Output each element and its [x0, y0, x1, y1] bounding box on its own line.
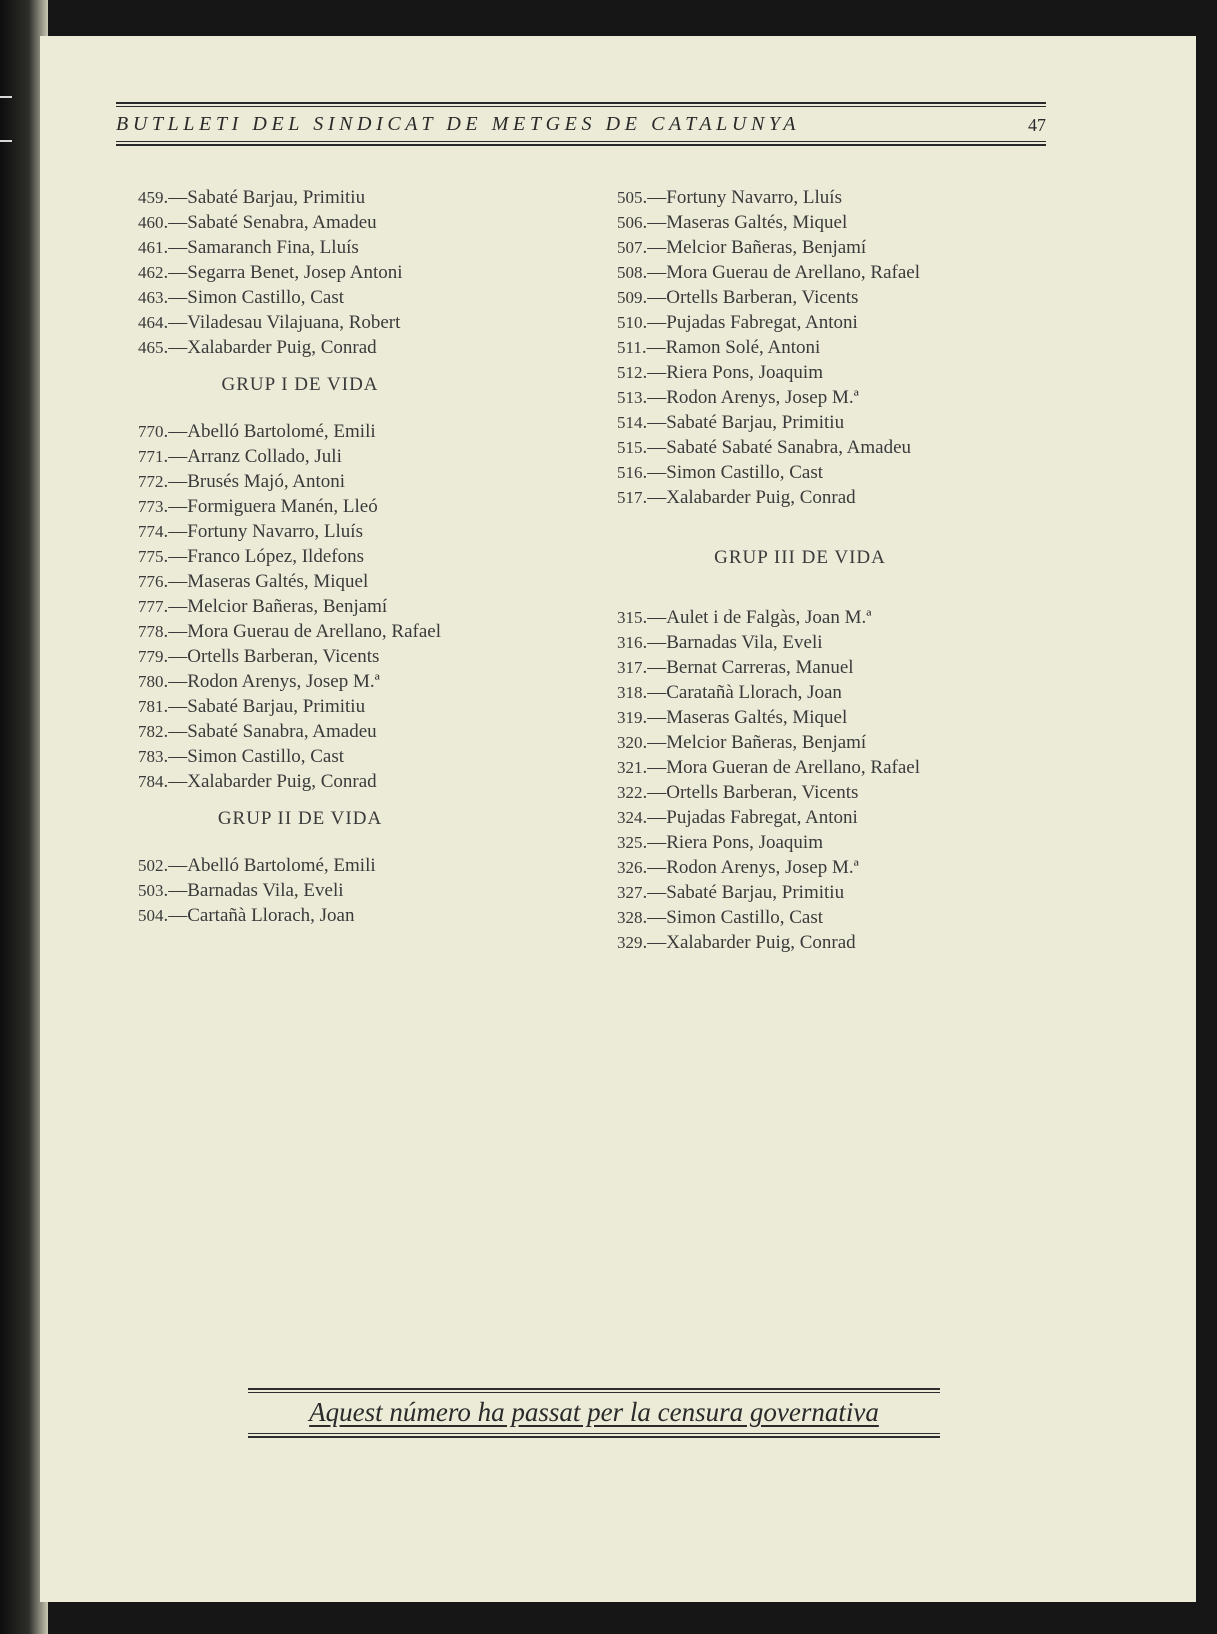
entry-name: Mora Guerau de Arellano, Rafael	[666, 262, 921, 283]
entry-name: Cartañà Llorach, Joan	[187, 905, 355, 926]
list-entry: 325.—Riera Pons, Joaquim	[617, 832, 823, 853]
entry-name: Rodon Arenys, Josep M.ª	[666, 387, 859, 408]
entry-name: Fortuny Navarro, Lluís	[187, 521, 363, 542]
entry-number: 318	[617, 683, 643, 702]
entry-number: 779	[138, 647, 164, 666]
list-entry: 513.—Rodon Arenys, Josep M.ª	[617, 387, 859, 408]
entry-name: Simon Castillo, Cast	[666, 907, 824, 928]
entry-name: Caratañà Llorach, Joan	[666, 682, 842, 703]
entry-number: 511	[617, 338, 642, 357]
entry-name: Franco López, Ildefons	[187, 546, 364, 567]
entry-name: Arranz Collado, Juli	[187, 446, 342, 467]
list-entry: 515.—Sabaté Sabaté Sanabra, Amadeu	[617, 437, 912, 458]
entry-number: 460	[138, 213, 164, 232]
running-header	[116, 102, 1046, 146]
entry-number: 516	[617, 463, 643, 482]
list-entry: 465.—Xalabarder Puig, Conrad	[138, 337, 377, 358]
header-row	[116, 107, 1046, 139]
entry-number: 324	[617, 808, 643, 827]
entry-name: Sabaté Barjau, Primitiu	[666, 412, 845, 433]
entry-name: Melcior Bañeras, Benjamí	[666, 237, 867, 258]
list-entry: 516.—Simon Castillo, Cast	[617, 462, 824, 483]
entry-number: 517	[617, 488, 643, 507]
spine-mark	[0, 96, 12, 98]
entry-number: 775	[138, 547, 164, 566]
header-rule-top	[116, 102, 1046, 104]
right-column	[617, 185, 1037, 955]
censorship-note: Aquest número ha passat per la censura governativa	[309, 1397, 879, 1427]
entry-name: Fortuny Navarro, Lluís	[666, 187, 842, 208]
list-entry: 772.—Brusés Majó, Antoni	[138, 471, 346, 492]
list-entry: 463.—Simon Castillo, Cast	[138, 287, 345, 308]
entry-name: Brusés Majó, Antoni	[187, 471, 346, 492]
entry-name: Melcior Bañeras, Benjamí	[666, 732, 867, 753]
entry-number: 463	[138, 288, 164, 307]
entry-number: 776	[138, 572, 164, 591]
entry-number: 465	[138, 338, 164, 357]
list-entry: 318.—Caratañà Llorach, Joan	[617, 682, 842, 703]
list-entry: 510.—Pujadas Fabregat, Antoni	[617, 312, 858, 333]
entry-number: 327	[617, 883, 643, 902]
entry-name: Bernat Carreras, Manuel	[666, 657, 854, 678]
list-entry: 783.—Simon Castillo, Cast	[138, 746, 345, 767]
list-entry: 774.—Fortuny Navarro, Lluís	[138, 521, 363, 542]
entry-list-grup-i	[138, 419, 538, 794]
list-entry: 777.—Melcior Bañeras, Benjamí	[138, 596, 388, 617]
entry-number: 459	[138, 188, 164, 207]
list-entry: 322.—Ortells Barberan, Vicents	[617, 782, 859, 803]
list-entry: 460.—Sabaté Senabra, Amadeu	[138, 212, 377, 233]
list-entry: 329.—Xalabarder Puig, Conrad	[617, 932, 856, 953]
list-entry: 782.—Sabaté Sanabra, Amadeu	[138, 721, 377, 742]
entry-name: Rodon Arenys, Josep M.ª	[187, 671, 380, 692]
list-entry: 773.—Formiguera Manén, Lleó	[138, 496, 378, 517]
list-entry: 781.—Sabaté Barjau, Primitiu	[138, 696, 366, 717]
list-entry: 327.—Sabaté Barjau, Primitiu	[617, 882, 845, 903]
entry-number: 508	[617, 263, 643, 282]
entry-name: Mora Gueran de Arellano, Rafael	[666, 757, 921, 778]
list-entry: 317.—Bernat Carreras, Manuel	[617, 657, 854, 678]
list-entry: 771.—Arranz Collado, Juli	[138, 446, 342, 467]
entry-name: Xalabarder Puig, Conrad	[666, 487, 856, 508]
list-entry: 462.—Segarra Benet, Josep Antoni	[138, 262, 403, 283]
entry-name: Viladesau Vilajuana, Robert	[187, 312, 401, 333]
page-number: 47	[1028, 115, 1046, 135]
list-entry: 511.—Ramon Solé, Antoni	[617, 337, 821, 358]
entry-number: 504	[138, 906, 164, 925]
entry-number: 512	[617, 363, 643, 382]
entry-number: 503	[138, 881, 164, 900]
entry-number: 783	[138, 747, 164, 766]
group-title-grup-i: GRUP I DE VIDA	[221, 374, 379, 395]
entry-name: Sabaté Barjau, Primitiu	[187, 187, 366, 208]
footer-rule-bottom-thin	[248, 1433, 940, 1434]
entry-number: 770	[138, 422, 164, 441]
entry-name: Sabaté Sabaté Sanabra, Amadeu	[666, 437, 912, 458]
entry-number: 461	[138, 238, 164, 257]
entry-number: 322	[617, 783, 643, 802]
entry-name: Ortells Barberan, Vicents	[666, 287, 859, 308]
entry-name: Sabaté Sanabra, Amadeu	[187, 721, 377, 742]
list-entry: 778.—Mora Guerau de Arellano, Rafael	[138, 621, 442, 642]
footer-rule-top	[248, 1388, 940, 1390]
entry-name: Sabaté Barjau, Primitiu	[187, 696, 366, 717]
entry-name: Maseras Galtés, Miquel	[666, 707, 848, 728]
entry-name: Simon Castillo, Cast	[666, 462, 824, 483]
header-rule-bottom	[116, 144, 1046, 146]
list-entry: 776.—Maseras Galtés, Miquel	[138, 571, 369, 592]
entry-number: 774	[138, 522, 164, 541]
list-entry: 316.—Barnadas Vila, Eveli	[617, 632, 823, 653]
entry-number: 502	[138, 856, 164, 875]
entry-list-pre	[138, 185, 538, 360]
entry-name: Formiguera Manén, Lleó	[187, 496, 378, 517]
left-column	[138, 185, 538, 928]
list-entry: 324.—Pujadas Fabregat, Antoni	[617, 807, 858, 828]
entry-number: 780	[138, 672, 164, 691]
entry-name: Melcior Bañeras, Benjamí	[187, 596, 388, 617]
entry-number: 771	[138, 447, 164, 466]
entry-name: Rodon Arenys, Josep M.ª	[666, 857, 859, 878]
entry-number: 782	[138, 722, 164, 741]
list-entry: 319.—Maseras Galtés, Miquel	[617, 707, 848, 728]
header-rule-bottom-thin	[116, 141, 1046, 142]
list-entry: 506.—Maseras Galtés, Miquel	[617, 212, 848, 233]
entry-number: 316	[617, 633, 643, 652]
entry-name: Riera Pons, Joaquim	[666, 362, 823, 383]
list-entry: 509.—Ortells Barberan, Vicents	[617, 287, 859, 308]
entry-number: 509	[617, 288, 643, 307]
entry-name: Segarra Benet, Josep Antoni	[187, 262, 403, 283]
list-entry: 505.—Fortuny Navarro, Lluís	[617, 187, 842, 208]
list-entry: 784.—Xalabarder Puig, Conrad	[138, 771, 377, 792]
entry-number: 326	[617, 858, 643, 877]
entry-name: Maseras Galtés, Miquel	[666, 212, 848, 233]
entry-name: Pujadas Fabregat, Antoni	[666, 312, 858, 333]
entry-number: 777	[138, 597, 164, 616]
entry-name: Sabaté Barjau, Primitiu	[666, 882, 845, 903]
entry-name: Ortells Barberan, Vicents	[666, 782, 859, 803]
list-entry: 508.—Mora Guerau de Arellano, Rafael	[617, 262, 921, 283]
group-title-grup-ii: GRUP II DE VIDA	[217, 808, 383, 829]
entry-name: Xalabarder Puig, Conrad	[187, 337, 377, 358]
entry-number: 507	[617, 238, 643, 257]
list-entry: 461.—Samaranch Fina, Lluís	[138, 237, 359, 258]
entry-number: 329	[617, 933, 643, 952]
list-entry: 326.—Rodon Arenys, Josep M.ª	[617, 857, 859, 878]
entry-list-grup-ii-cont	[617, 185, 1037, 510]
entry-number: 778	[138, 622, 164, 641]
censorship-footer	[248, 1388, 940, 1438]
entry-name: Simon Castillo, Cast	[187, 287, 345, 308]
list-entry: 502.—Abelló Bartolomé, Emili	[138, 855, 376, 876]
list-entry: 504.—Cartañà Llorach, Joan	[138, 905, 355, 926]
list-entry: 315.—Aulet i de Falgàs, Joan M.ª	[617, 607, 872, 628]
group-title-grup-iii: GRUP III DE VIDA	[714, 547, 886, 568]
list-entry: 770.—Abelló Bartolomé, Emili	[138, 421, 376, 442]
entry-name: Mora Guerau de Arellano, Rafael	[187, 621, 442, 642]
entry-number: 515	[617, 438, 643, 457]
entry-name: Ortells Barberan, Vicents	[187, 646, 380, 667]
entry-name: Simon Castillo, Cast	[187, 746, 345, 767]
entry-list-grup-iii	[617, 605, 1037, 955]
entry-name: Samaranch Fina, Lluís	[187, 237, 359, 258]
entry-name: Aulet i de Falgàs, Joan M.ª	[666, 607, 872, 628]
entry-number: 319	[617, 708, 643, 727]
footer-rule-bottom	[248, 1436, 940, 1438]
entry-name: Xalabarder Puig, Conrad	[187, 771, 377, 792]
list-entry: 517.—Xalabarder Puig, Conrad	[617, 487, 856, 508]
entry-number: 784	[138, 772, 164, 791]
list-entry: 514.—Sabaté Barjau, Primitiu	[617, 412, 845, 433]
list-entry: 464.—Viladesau Vilajuana, Robert	[138, 312, 401, 333]
entry-name: Sabaté Senabra, Amadeu	[187, 212, 377, 233]
list-entry: 503.—Barnadas Vila, Eveli	[138, 880, 344, 901]
list-entry: 321.—Mora Gueran de Arellano, Rafael	[617, 757, 921, 778]
entry-number: 464	[138, 313, 164, 332]
entry-number: 773	[138, 497, 164, 516]
entry-name: Abelló Bartolomé, Emili	[187, 855, 376, 876]
list-entry: 459.—Sabaté Barjau, Primitiu	[138, 187, 366, 208]
entry-number: 514	[617, 413, 643, 432]
list-entry: 320.—Melcior Bañeras, Benjamí	[617, 732, 867, 753]
entry-number: 328	[617, 908, 643, 927]
entry-number: 462	[138, 263, 164, 282]
list-entry: 507.—Melcior Bañeras, Benjamí	[617, 237, 867, 258]
entry-number: 315	[617, 608, 643, 627]
entry-name: Riera Pons, Joaquim	[666, 832, 823, 853]
entry-name: Xalabarder Puig, Conrad	[666, 932, 856, 953]
entry-name: Pujadas Fabregat, Antoni	[666, 807, 858, 828]
entry-number: 781	[138, 697, 164, 716]
entry-name: Ramon Solé, Antoni	[665, 337, 821, 358]
entry-number: 772	[138, 472, 164, 491]
entry-number: 510	[617, 313, 643, 332]
entry-name: Abelló Bartolomé, Emili	[187, 421, 376, 442]
list-entry: 780.—Rodon Arenys, Josep M.ª	[138, 671, 380, 692]
entry-number: 321	[617, 758, 643, 777]
entry-list-grup-ii	[138, 853, 538, 928]
spine-mark	[0, 140, 12, 142]
list-entry: 779.—Ortells Barberan, Vicents	[138, 646, 380, 667]
entry-name: Barnadas Vila, Eveli	[666, 632, 823, 653]
entry-number: 325	[617, 833, 643, 852]
journal-title: BUTLLETI DEL SINDICAT DE METGES DE CATALUNYA	[116, 113, 801, 135]
list-entry: 512.—Riera Pons, Joaquim	[617, 362, 823, 383]
entry-name: Maseras Galtés, Miquel	[187, 571, 369, 592]
list-entry: 775.—Franco López, Ildefons	[138, 546, 364, 567]
entry-number: 505	[617, 188, 643, 207]
entry-number: 317	[617, 658, 643, 677]
entry-name: Barnadas Vila, Eveli	[187, 880, 344, 901]
list-entry: 328.—Simon Castillo, Cast	[617, 907, 824, 928]
entry-number: 513	[617, 388, 643, 407]
entry-number: 506	[617, 213, 643, 232]
entry-number: 320	[617, 733, 643, 752]
